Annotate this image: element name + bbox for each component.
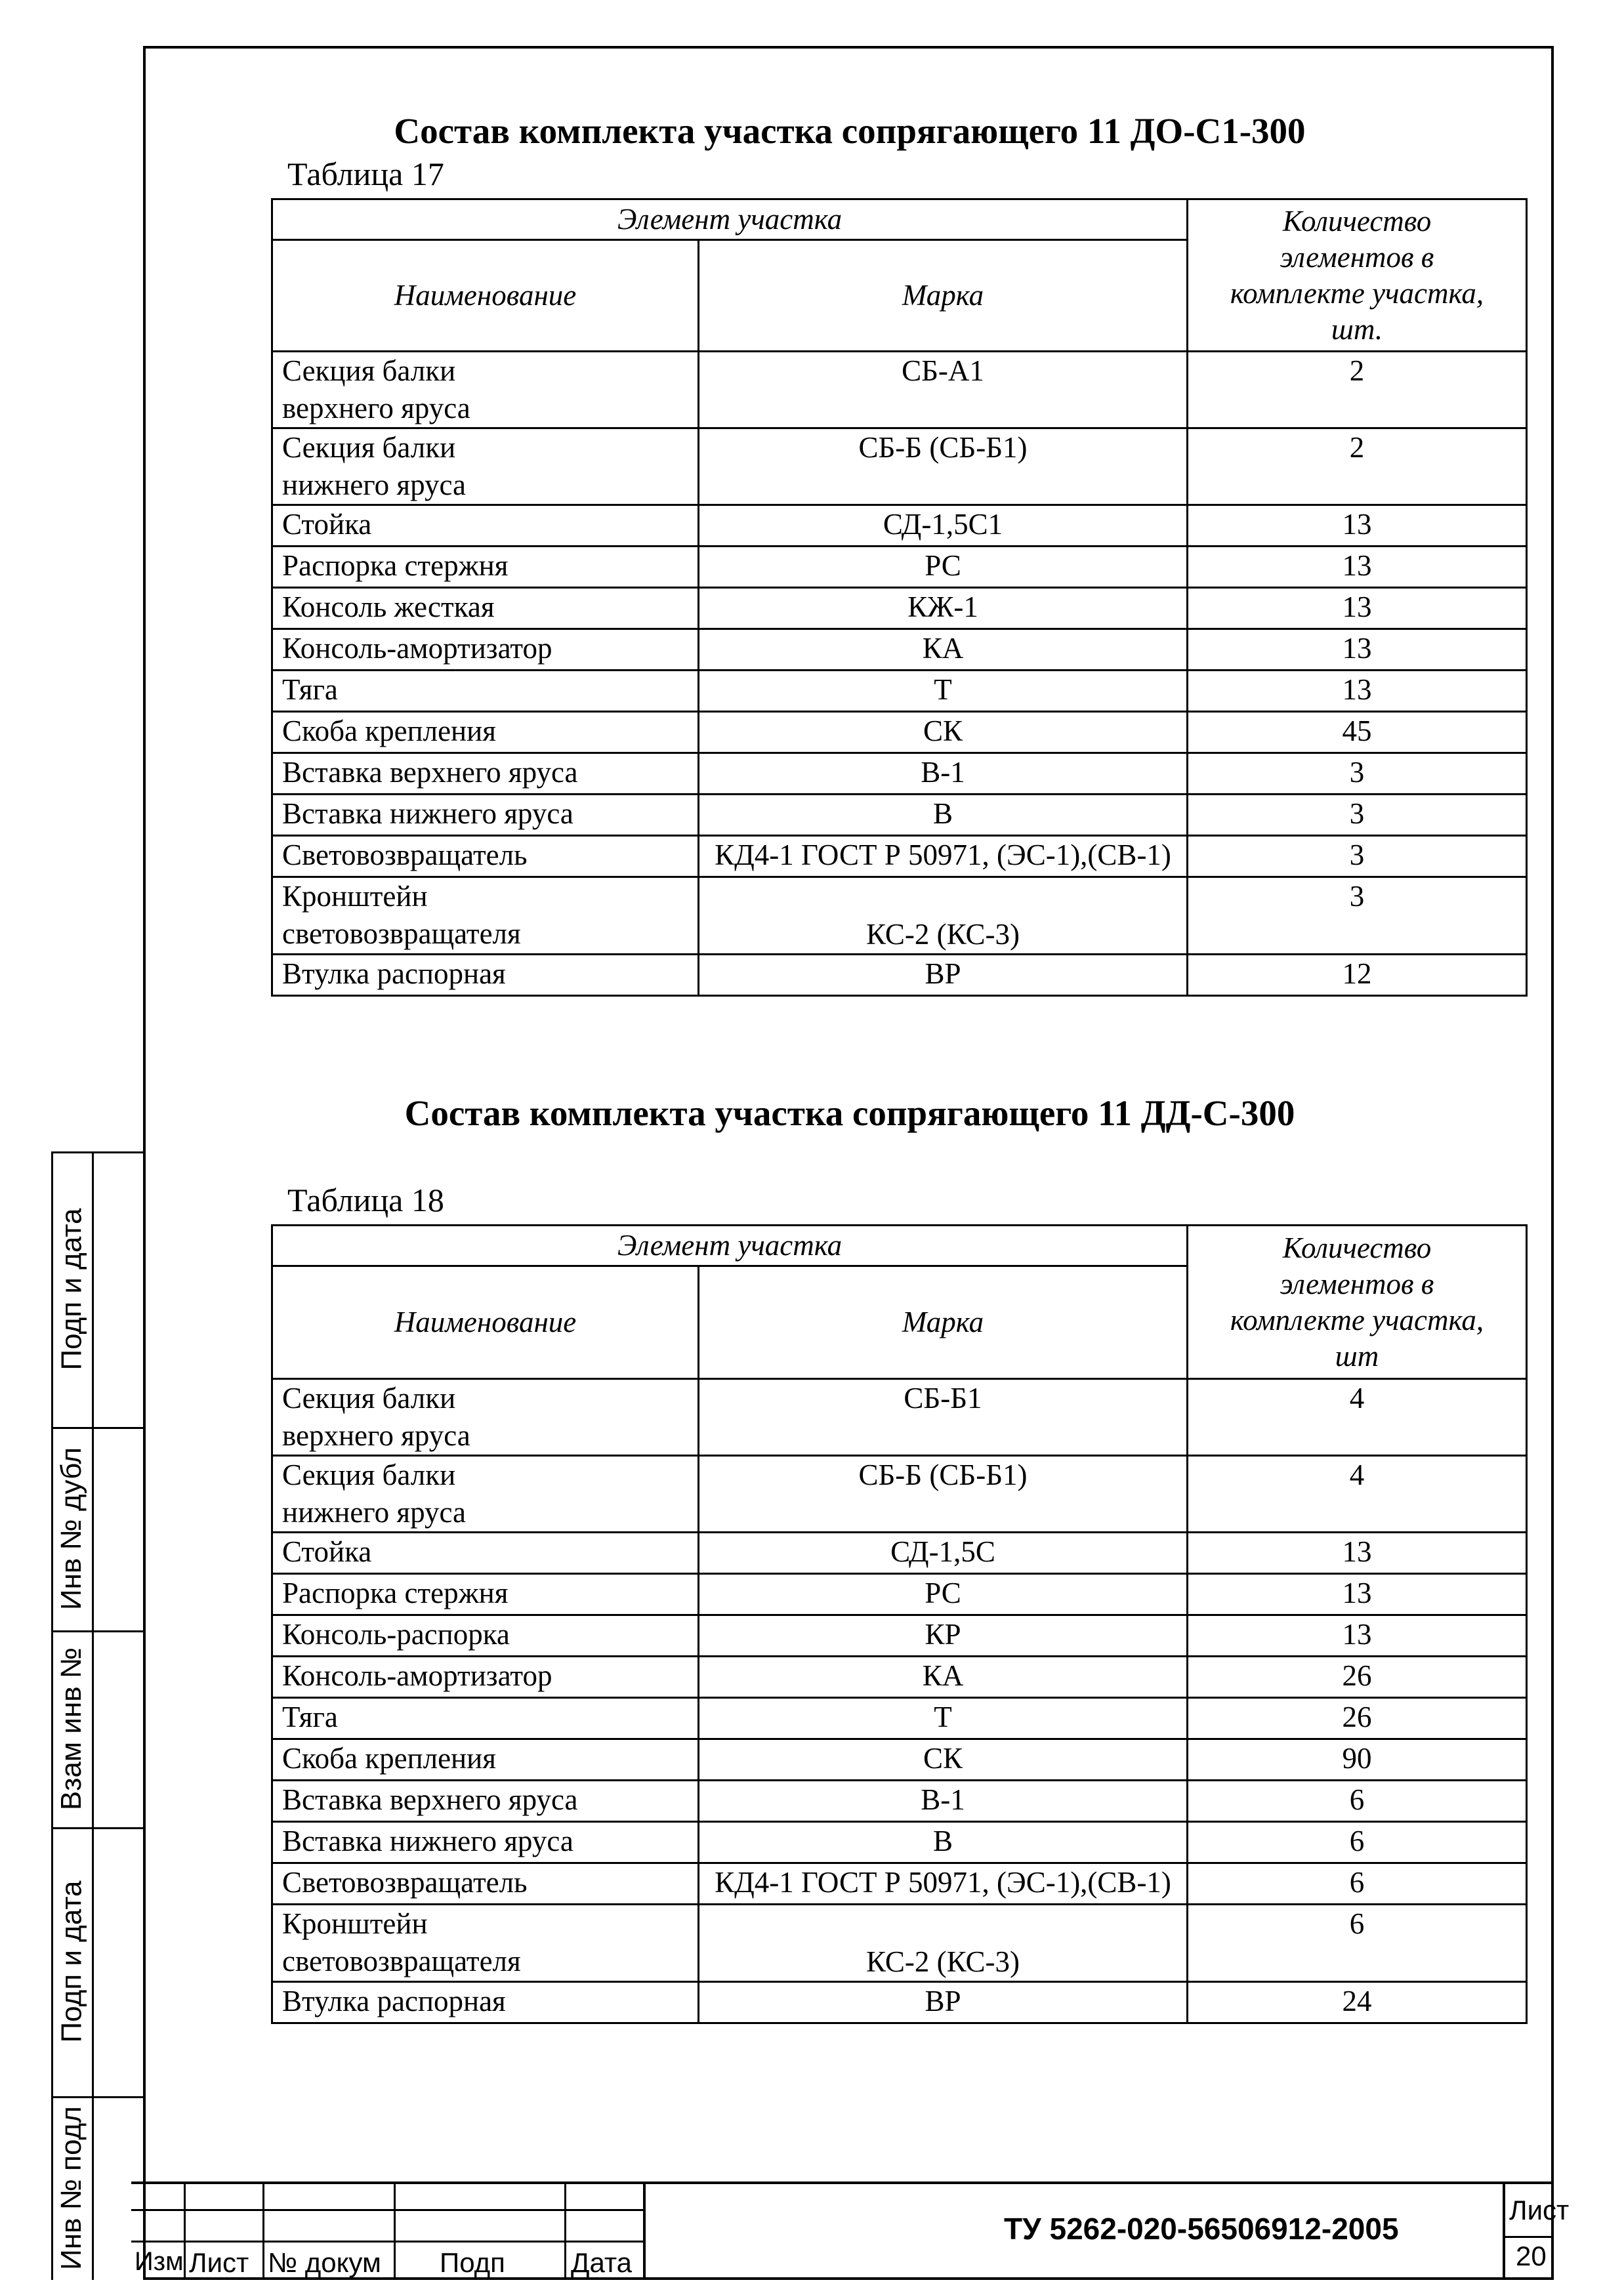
- table-row: [272, 1982, 1527, 2023]
- table-row: [272, 1574, 1527, 1615]
- row-mark: ВР: [699, 1982, 1188, 2023]
- row-qty: 26: [1188, 1657, 1527, 1698]
- table-row: [272, 547, 1527, 588]
- row-name: Распорка стержня: [272, 1574, 699, 1615]
- header-name: Наименование: [272, 1266, 699, 1379]
- stamp-inv-podl: Инв № подл: [55, 2106, 88, 2270]
- row-mark: Т: [699, 671, 1188, 712]
- row-name: Стойка: [272, 505, 699, 547]
- row-name: Втулка распорная: [272, 1982, 699, 2023]
- document-designation: ТУ 5262-020-56506912-2005: [1004, 2212, 1399, 2246]
- row-qty: 3: [1188, 795, 1527, 836]
- header-mark: Марка: [699, 1266, 1188, 1379]
- stamp-inv-dubl: Инв № дубл: [55, 1447, 88, 1611]
- row-name: Скоба крепления: [272, 712, 699, 753]
- row-mark: В: [699, 795, 1188, 836]
- title-block: [131, 2181, 1570, 2280]
- table-row: [272, 1905, 1527, 1982]
- row-qty: 12: [1188, 955, 1527, 996]
- table-row: [272, 1698, 1527, 1739]
- table-row: [272, 1456, 1527, 1533]
- table-row: [272, 1615, 1527, 1657]
- row-qty: 13: [1188, 1533, 1527, 1574]
- row-qty: 6: [1188, 1905, 1527, 1982]
- row-qty: 6: [1188, 1822, 1527, 1863]
- stamp-podp-data-2: Подп и дата: [55, 1880, 87, 2043]
- table-row: [272, 1739, 1527, 1781]
- row-mark: СБ-Б (СБ-Б1): [699, 428, 1188, 505]
- row-name: Секция балки нижнего яруса: [272, 1456, 699, 1533]
- row-mark: ВР: [699, 955, 1188, 996]
- row-qty: 13: [1188, 629, 1527, 671]
- table-17-caption: Таблица 17: [287, 155, 444, 192]
- table-row: [272, 1822, 1527, 1863]
- row-mark: В: [699, 1822, 1188, 1863]
- table-row: [272, 352, 1527, 428]
- side-stamp: [51, 1151, 143, 2280]
- tb-data: Дата: [571, 2247, 633, 2278]
- table-row: [272, 712, 1527, 753]
- row-name: Вставка верхнего яруса: [272, 753, 699, 795]
- row-qty: 45: [1188, 712, 1527, 753]
- header-mark: Марка: [699, 240, 1188, 352]
- row-mark: В-1: [699, 753, 1188, 795]
- row-name: Световозвращатель: [272, 1863, 699, 1905]
- row-mark: РС: [699, 547, 1188, 588]
- row-mark: СБ-Б1: [699, 1379, 1188, 1456]
- table-18-title: Состав комплекта участка сопрягающего 11 ДД-С-300: [404, 1093, 1295, 1133]
- row-qty: 13: [1188, 505, 1527, 547]
- table-row: [272, 1863, 1527, 1905]
- header-name: Наименование: [272, 240, 699, 352]
- row-mark: СД-1,5С: [699, 1533, 1188, 1574]
- header-group: Элемент участка: [272, 1226, 1188, 1266]
- row-mark: СД-1,5С1: [699, 505, 1188, 547]
- row-qty: 3: [1188, 753, 1527, 795]
- table-row: [272, 428, 1527, 505]
- row-mark: КА: [699, 629, 1188, 671]
- row-mark: КС-2 (КС-3): [699, 877, 1188, 955]
- table-row: [272, 505, 1527, 547]
- row-name: Вставка нижнего яруса: [272, 795, 699, 836]
- row-qty: 13: [1188, 588, 1527, 629]
- row-name: Стойка: [272, 1533, 699, 1574]
- table-18-caption: Таблица 18: [287, 1182, 444, 1218]
- row-qty: 2: [1188, 352, 1527, 428]
- row-name: Распорка стержня: [272, 547, 699, 588]
- row-qty: 13: [1188, 1615, 1527, 1657]
- row-mark: КС-2 (КС-3): [699, 1905, 1188, 1982]
- row-mark: СБ-А1: [699, 352, 1188, 428]
- row-mark: СБ-Б (СБ-Б1): [699, 1456, 1188, 1533]
- row-mark: В-1: [699, 1781, 1188, 1822]
- row-qty: 4: [1188, 1379, 1527, 1456]
- row-mark: РС: [699, 1574, 1188, 1615]
- row-name: Кронштейн световозвращателя: [272, 877, 699, 955]
- table-18: [271, 1224, 1528, 2024]
- row-mark: КД4-1 ГОСТ Р 50971, (ЭС-1),(СВ-1): [699, 836, 1188, 877]
- row-mark: СК: [699, 712, 1188, 753]
- row-name: Вставка нижнего яруса: [272, 1822, 699, 1863]
- tb-sheet-number: 20: [1516, 2241, 1547, 2271]
- row-qty: 24: [1188, 1982, 1527, 2023]
- table-row: [272, 671, 1527, 712]
- table-row: [272, 1781, 1527, 1822]
- row-name: Световозвращатель: [272, 836, 699, 877]
- row-name: Секция балки верхнего яруса: [272, 1379, 699, 1456]
- row-name: Консоль жесткая: [272, 588, 699, 629]
- table-row: [272, 877, 1527, 955]
- row-mark: КД4-1 ГОСТ Р 50971, (ЭС-1),(СВ-1): [699, 1863, 1188, 1905]
- row-name: Втулка распорная: [272, 955, 699, 996]
- tb-sheet-label: Лист: [1509, 2195, 1570, 2225]
- row-mark: КР: [699, 1615, 1188, 1657]
- row-qty: 3: [1188, 836, 1527, 877]
- stamp-podp-data-1: Подп и дата: [55, 1208, 87, 1371]
- row-qty: 26: [1188, 1698, 1527, 1739]
- row-name: Консоль-амортизатор: [272, 1657, 699, 1698]
- row-name: Тяга: [272, 1698, 699, 1739]
- table-row: [272, 836, 1527, 877]
- row-name: Вставка верхнего яруса: [272, 1781, 699, 1822]
- table-17-title: Состав комплекта участка сопрягающего 11 ДО-С1-300: [394, 111, 1306, 151]
- row-mark: СК: [699, 1739, 1188, 1781]
- row-qty: 3: [1188, 877, 1527, 955]
- row-qty: 13: [1188, 671, 1527, 712]
- table-row: [272, 1379, 1527, 1456]
- row-name: Секция балки нижнего яруса: [272, 428, 699, 505]
- tb-list: Лист: [189, 2247, 249, 2278]
- row-mark: КЖ-1: [699, 588, 1188, 629]
- row-qty: 6: [1188, 1863, 1527, 1905]
- row-name: Скоба крепления: [272, 1739, 699, 1781]
- header-qty: Количество элементов в комплекте участка, шт.: [1188, 199, 1527, 352]
- table-17: [271, 198, 1528, 997]
- table-row: [272, 753, 1527, 795]
- row-qty: 90: [1188, 1739, 1527, 1781]
- row-name: Кронштейн световозвращателя: [272, 1905, 699, 1982]
- tb-podp: Подп: [440, 2247, 505, 2278]
- table-row: [272, 955, 1527, 996]
- row-qty: 4: [1188, 1456, 1527, 1533]
- table-18-body: [272, 1379, 1527, 2023]
- tb-izm: Изм: [135, 2247, 184, 2276]
- row-qty: 13: [1188, 547, 1527, 588]
- header-group: Элемент участка: [272, 199, 1188, 240]
- row-qty: 2: [1188, 428, 1527, 505]
- table-row: [272, 588, 1527, 629]
- table-17-body: [272, 352, 1527, 996]
- row-qty: 13: [1188, 1574, 1527, 1615]
- header-qty: Количество элементов в комплекте участка, шт: [1188, 1226, 1527, 1379]
- row-name: Консоль-амортизатор: [272, 629, 699, 671]
- table-row: [272, 795, 1527, 836]
- row-qty: 6: [1188, 1781, 1527, 1822]
- row-name: Секция балки верхнего яруса: [272, 352, 699, 428]
- row-mark: КА: [699, 1657, 1188, 1698]
- table-row: [272, 1657, 1527, 1698]
- row-name: Консоль-распорка: [272, 1615, 699, 1657]
- table-row: [272, 629, 1527, 671]
- table-row: [272, 1533, 1527, 1574]
- stamp-vzam-inv: Взам инв №: [55, 1647, 87, 1811]
- tb-dokum: № докум: [268, 2247, 381, 2278]
- row-name: Тяга: [272, 671, 699, 712]
- row-mark: Т: [699, 1698, 1188, 1739]
